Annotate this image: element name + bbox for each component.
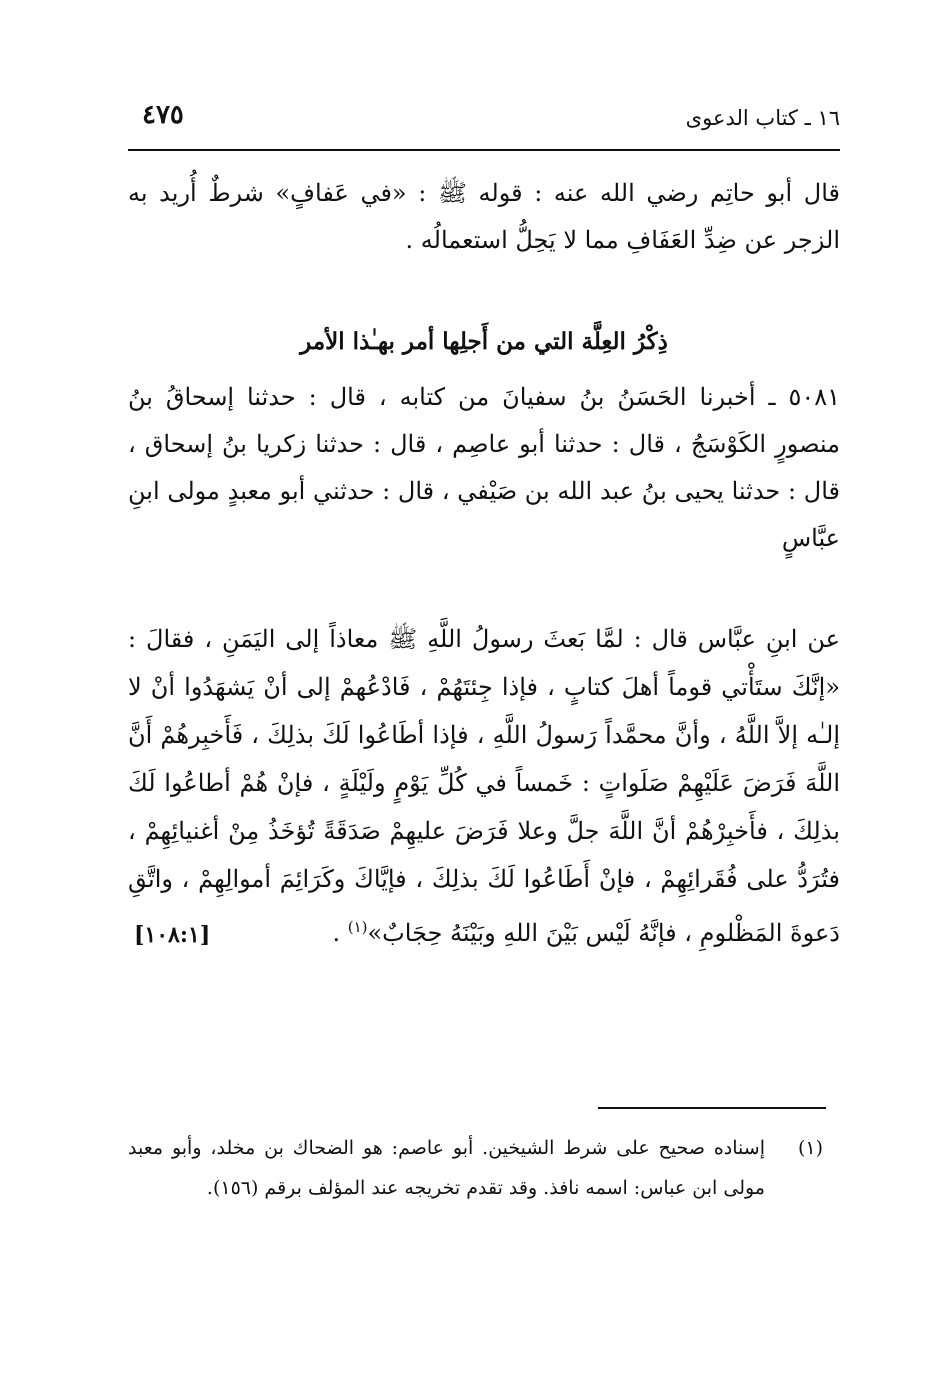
page-number: ٤٧٥	[142, 100, 184, 130]
hadith-matn-end: .	[332, 919, 348, 947]
footnote-text: إسناده صحيح على شرط الشيخين. أبو عاصم: هو الضحاك بن مخلد، وأبو معبد مولى ابن عباس: اسمه نافذ. وقد تقدم تخريجه عند المؤلف برقم (١٥٦).	[128, 1137, 765, 1199]
header-divider	[128, 149, 840, 151]
source-reference: [١٠٨:١]	[134, 922, 211, 948]
footnote-marker: (١)	[797, 1137, 823, 1159]
hadith-matn-text: عن ابنِ عبَّاس قال : لمَّا بَعثَ رسولُ اللَّهِ ﷺ معاذاً إلى اليَمَنِ ، فقالَ : «إنَّكَ ستَأْتي قوماً أهلَ كتابٍ ، فإذا جِئتَهُمْ ، فَادْعُهمْ إلى أنْ يَشهَدُوا أنْ لا إلـٰه إلاَّ اللَّهُ ، وأنَّ محمَّداً رَسولُ اللَّهِ ، فإذا أطَاعُوا لَكَ بذلِكَ ، فَأَخبِرهُمْ أَنَّ اللَّهَ فَرَضَ عَلَيْهِمْ صَلَواتٍ : خَمساً في كُلِّ يَوْمٍ ولَيْلَةٍ ، فإنْ هُمْ أطاعُوا لَكَ بذلِكَ ، فأَخبِرْهُمْ أنَّ اللَّهَ جلَّ وعلا فَرَضَ عليهِمْ صَدَقَةً تُؤخَذُ مِنْ أغنيائِهِمْ ، فتُرَدُّ على فُقَرائِهِمْ ، فإنْ أَطَاعُوا لَكَ بذلِكَ ، فإيَّاكَ وكَرَائِمَ أموالِهِمْ ، واتَّقِ دَعوةَ المَظْلومِ ، فإنَّهُ لَيْس بَيْنَ اللهِ وبَيْنَهُ حِجَابٌ»	[128, 625, 841, 947]
section-heading: ذِكْرُ العِلَّة التي من أَجلِها أمر بهـٰذا الأمر	[300, 328, 668, 355]
hadith-isnad: ٥٠٨١ ـ أخبرنا الحَسَنُ بنُ سفيانَ من كتابه ، قال : حدثنا إسحاقُ بنُ منصورٍ الكَوْسَجُ ، قال : حدثنا أبو عاصِم ، قال : حدثنا زكريا بنُ إسحاق ، قال : حدثنا يحيى بنُ عبد الله بن صَيْفي ، قال : حدثني أبو معبدٍ مولى ابنِ عبَّاسٍ	[128, 383, 840, 552]
commentary-paragraph: قال أبو حاتِم رضي الله عنه : قوله ﷺ : «في عَفافٍ» شرطٌ أُريد به الزجر عن ضِدِّ العَفَافِ مما لا يَحِلُّ استعمالُه .	[128, 179, 840, 254]
footnote-divider	[598, 1107, 826, 1109]
running-title: ١٦ ـ كتاب الدعوى	[685, 106, 840, 130]
hadith-matn	[128, 615, 840, 957]
footnote	[128, 1128, 823, 1208]
page-header	[128, 96, 840, 142]
footnote-reference: (١)	[347, 918, 368, 936]
